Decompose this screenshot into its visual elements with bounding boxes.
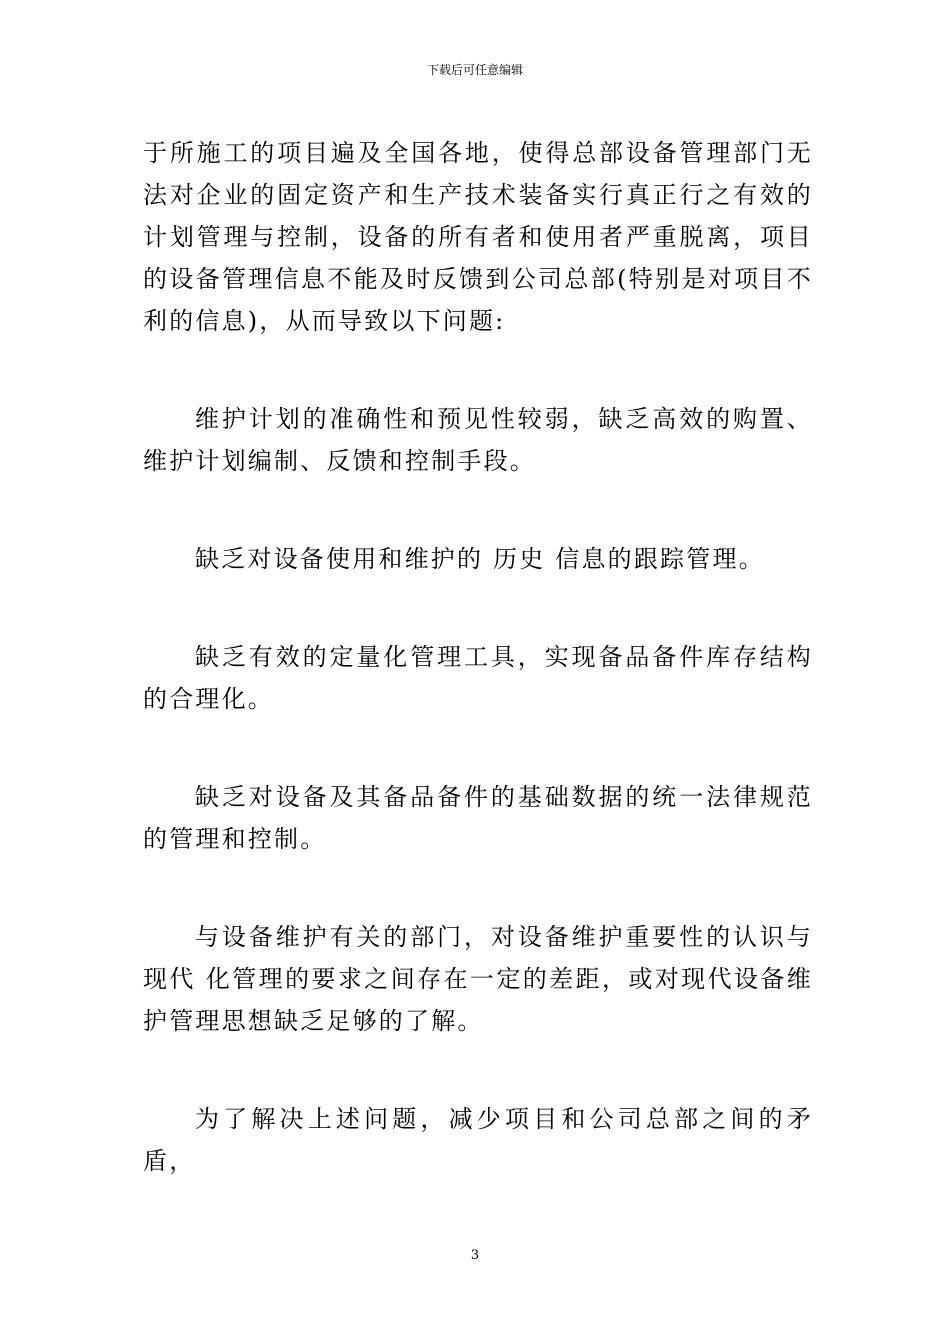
- page-number: 3: [470, 1248, 480, 1263]
- paragraph-continuation: 于所施工的项目遍及全国各地，使得总部设备管理部门无法对企业的固定资产和生产技术装备实行真正行之有效的计划管理与控制，设备的所有者和使用者严重脱离，项目的设备管理信息不能及时反馈到公司总部(特别是对项目不利的信息)，从而导致以下问题:: [143, 139, 813, 335]
- paragraph-gap: [143, 1042, 813, 1098]
- paragraph-gap: [143, 580, 813, 636]
- paragraph-gap: [143, 342, 813, 398]
- paragraph-base-data: 缺乏对设备及其备品备件的基础数据的统一法律规范的管理和控制。: [143, 783, 813, 853]
- page-header: 下载后可任意编辑: [426, 63, 523, 77]
- document-body: [143, 132, 813, 1182]
- paragraph-history-tracking: 缺乏对设备使用和维护的 历史 信息的跟踪管理。: [195, 545, 765, 573]
- paragraph-maintenance-plan: 维护计划的准确性和预见性较弱，缺乏高效的购置、维护计划编制、反馈和控制手段。: [143, 405, 813, 475]
- paragraph-department-awareness: 与设备维护有关的部门，对设备维护重要性的认识与现代 化管理的要求之间存在一定的差距，或对现代设备维护管理思想缺乏足够的了解。: [143, 923, 813, 1035]
- paragraph-gap: [143, 860, 813, 916]
- paragraph-solution-intro: 为了解决上述问题，减少项目和公司总部之间的矛盾，: [143, 1105, 813, 1175]
- paragraph-gap: [143, 720, 813, 776]
- paragraph-quantitative-tools: 缺乏有效的定量化管理工具，实现备品备件库存结构的合理化。: [143, 643, 813, 713]
- paragraph-gap: [143, 482, 813, 538]
